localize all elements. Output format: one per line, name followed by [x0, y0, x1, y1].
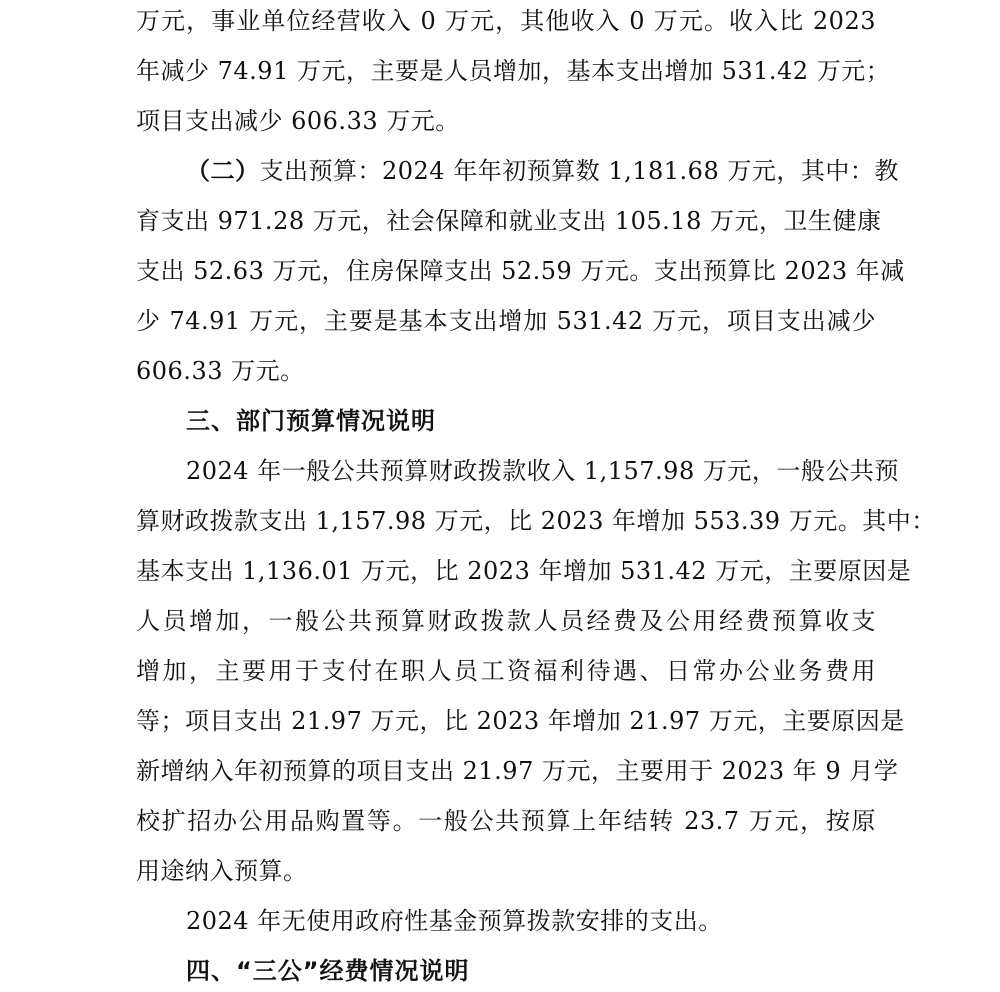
- paragraph-line: 2024 年一般公共预算财政拨款收入 1,157.98 万元，一般公共预: [186, 457, 899, 485]
- expense-budget-line: [186, 154, 899, 188]
- expense-budget-label: （二）: [186, 157, 260, 185]
- section-heading-3: 三、部门预算情况说明: [186, 407, 436, 435]
- paragraph-line: 2024 年无使用政府性基金预算拨款安排的支出。: [186, 907, 723, 935]
- paragraph-line: 等；项目支出 21.97 万元，比 2023 年增加 21.97 万元，主要原因是: [136, 707, 905, 735]
- paragraph-line: 人员增加，一般公共预算财政拨款人员经费及公用经费预算收支: [136, 607, 876, 635]
- paragraph-line: 增加，主要用于支付在职人员工资福利待遇、日常办公业务费用: [136, 657, 876, 685]
- paragraph-line: 基本支出 1,136.01 万元，比 2023 年增加 531.42 万元，主要原因是: [136, 557, 912, 585]
- paragraph-line: 用途纳入预算。: [136, 857, 308, 885]
- paragraph-line: 项目支出减少 606.33 万元。: [136, 107, 460, 135]
- paragraph-line: 支出 52.63 万元，住房保障支出 52.59 万元。支出预算比 2023 年减: [136, 257, 905, 285]
- paragraph-line: 年减少 74.91 万元，主要是人员增加，基本支出增加 531.42 万元；: [136, 57, 891, 85]
- paragraph-line: 万元，事业单位经营收入 0 万元，其他收入 0 万元。收入比 2023: [136, 7, 876, 35]
- paragraph-line: 606.33 万元。: [136, 357, 305, 385]
- section-heading-4: 四、“三公”经费情况说明: [186, 957, 470, 985]
- paragraph-line: 育支出 971.28 万元，社会保障和就业支出 105.18 万元，卫生健康: [136, 207, 882, 235]
- paragraph-line: 少 74.91 万元，主要是基本支出增加 531.42 万元，项目支出减少: [136, 307, 876, 335]
- expense-budget-text: 支出预算：2024 年年初预算数 1,181.68 万元，其中：教: [259, 157, 899, 185]
- paragraph-line: 校扩招办公用品购置等。一般公共预算上年结转 23.7 万元，按原: [136, 807, 876, 835]
- paragraph-line: 新增纳入年初预算的项目支出 21.97 万元，主要用于 2023 年 9 月学: [136, 757, 899, 785]
- paragraph-line: 算财政拨款支出 1,157.98 万元，比 2023 年增加 553.39 万元。其中：: [136, 507, 936, 535]
